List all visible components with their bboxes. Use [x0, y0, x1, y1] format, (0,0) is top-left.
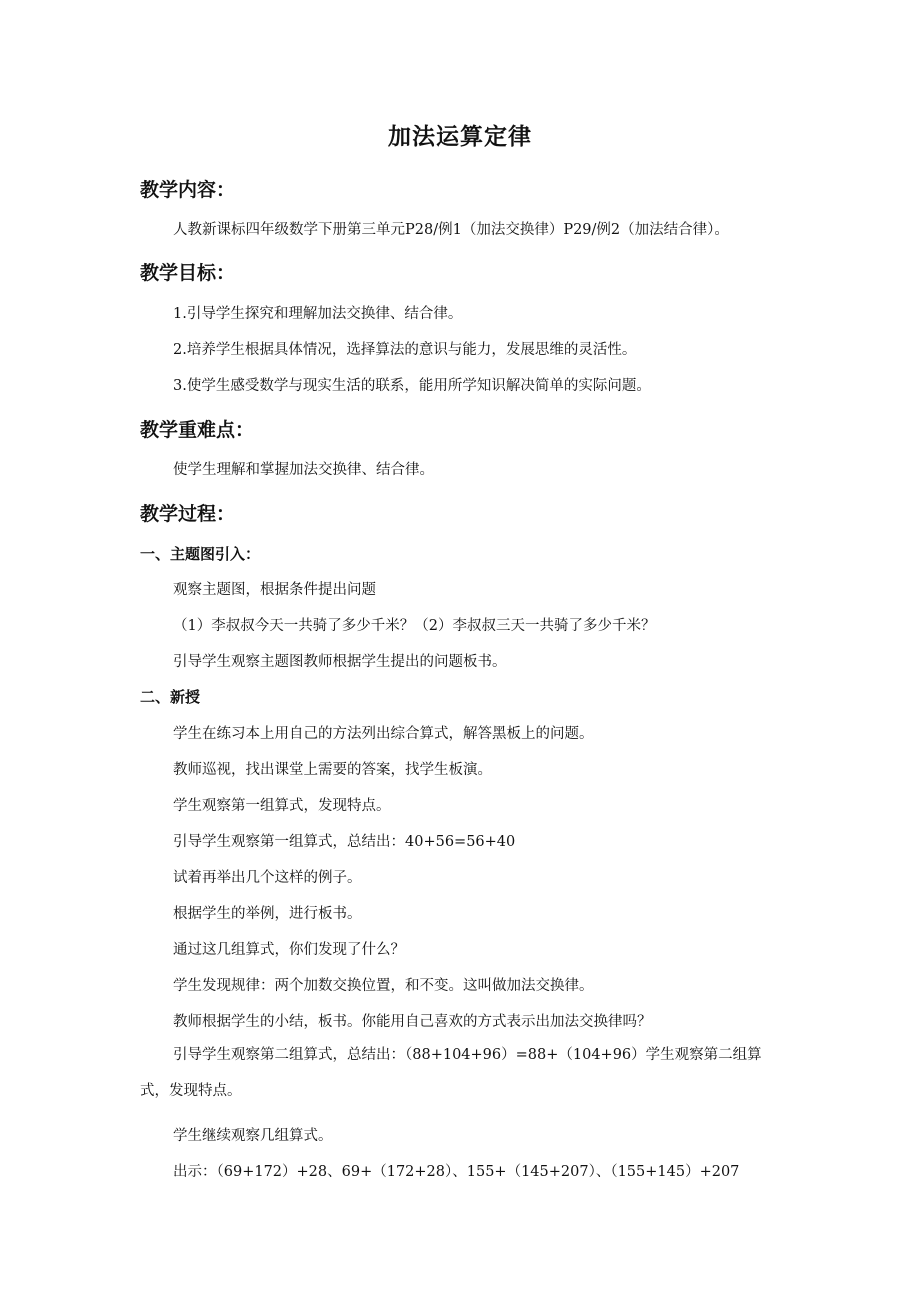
part1-heading: 一、主题图引入： — [140, 545, 261, 563]
document-title: 加法运算定律 — [388, 124, 532, 150]
part2-heading: 二、新授 — [140, 688, 201, 706]
part2-line: 学生发现规律：两个加数交换位置，和不变。这叫做加法交换律。 — [173, 978, 594, 994]
part2-line: 出示：（69+172）+28、69+（172+28）、155+（145+207）、（155+145）+207 — [173, 1164, 740, 1180]
part1-line: 引导学生观察主题图教师根据学生提出的问题板书。 — [173, 654, 507, 670]
part2-line: 通过这几组算式，你们发现了什么？ — [173, 942, 405, 958]
section-heading-content: 教学内容： — [140, 179, 236, 201]
content-text: 人教新课标四年级数学下册第三单元P28/例1（加法交换律）P29/例2（加法结合律）。 — [173, 222, 729, 238]
goal-item: 1.引导学生探究和理解加法交换律、结合律。 — [173, 306, 463, 322]
part2-line: 试着再举出几个这样的例子。 — [173, 870, 362, 886]
section-heading-key-points: 教学重难点： — [140, 419, 255, 441]
part2-line: 学生观察第一组算式，发现特点。 — [173, 798, 391, 814]
part2-line: 学生继续观察几组算式。 — [173, 1128, 333, 1144]
part2-line: 引导学生观察第一组算式，总结出：40+56=56+40 — [173, 834, 516, 850]
part2-line: 根据学生的举例，进行板书。 — [173, 906, 362, 922]
key-points-text: 使学生理解和掌握加法交换律、结合律。 — [173, 462, 434, 478]
goal-item: 2.培养学生根据具体情况，选择算法的意识与能力，发展思维的灵活性。 — [173, 342, 637, 358]
part2-line: 教师根据学生的小结，板书。你能用自己喜欢的方式表示出加法交换律吗？ — [173, 1014, 652, 1030]
goal-item: 3.使学生感受数学与现实生活的联系，能用所学知识解决简单的实际问题。 — [173, 378, 651, 394]
section-heading-process: 教学过程： — [140, 503, 236, 525]
part2-line: 学生在练习本上用自己的方法列出综合算式，解答黑板上的问题。 — [173, 726, 594, 742]
section-heading-goals: 教学目标： — [140, 262, 236, 284]
part2-wrapped-paragraph: 引导学生观察第二组算式，总结出：（88+104+96）=88+（104+96）学生观察第二组算式，发现特点。 — [140, 1047, 762, 1099]
part2-line: 教师巡视，找出课堂上需要的答案，找学生板演。 — [173, 762, 492, 778]
part1-line: 观察主题图，根据条件提出问题 — [173, 582, 376, 598]
part1-line: （1）李叔叔今天一共骑了多少千米？（2）李叔叔三天一共骑了多少千米？ — [173, 618, 656, 634]
